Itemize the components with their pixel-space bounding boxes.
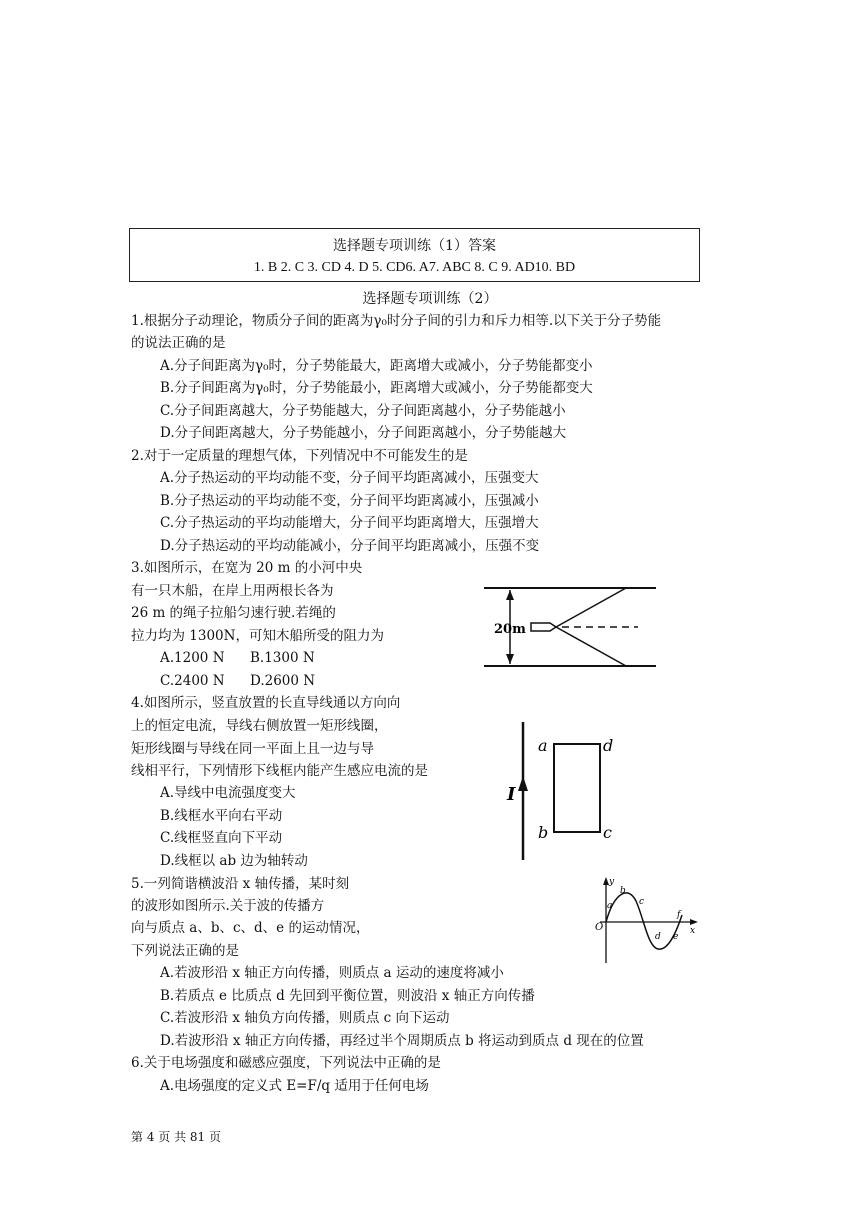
- q4-stem-line3: 矩形线圈与导线在同一平面上且一边与导: [131, 741, 374, 757]
- q3-stem-line2: 有一只木船，在岸上用两根长各为: [131, 583, 334, 599]
- q3-option-c: C.2400 N: [160, 673, 225, 689]
- q5-option-a: A.若波形沿 x 轴正方向传播，则质点 a 运动的速度将减小: [160, 965, 504, 981]
- q2-option-d: D.分子热运动的平均动能减小，分子间平均距离减小，压强不变: [160, 538, 540, 554]
- corner-b-label: b: [538, 823, 549, 842]
- q2-option-b: B.分子热运动的平均动能不变，分子间平均距离减小，压强减小: [160, 493, 539, 509]
- q5-option-c: C.若波形沿 x 轴负方向传播，则质点 c 向下运动: [160, 1010, 450, 1026]
- q3-option-a: A.1200 N: [160, 650, 225, 666]
- q1-stem-line2: 的说法正确的是: [131, 335, 226, 351]
- river-width-label: 20m: [494, 622, 526, 637]
- corner-c-label: c: [603, 823, 612, 842]
- q2-option-c: C.分子热运动的平均动能增大，分子间平均距离增大，压强增大: [160, 515, 539, 531]
- corner-d-label: d: [603, 736, 614, 755]
- point-b-label: b: [620, 886, 626, 896]
- point-c-label: c: [639, 897, 645, 907]
- axis-x-label: x: [690, 926, 696, 936]
- q5-option-d: D.若波形沿 x 轴正方向传播，再经过半个周期质点 b 将运动到质点 d 现在的位置: [160, 1033, 644, 1049]
- q3-option-b: B.1300 N: [250, 650, 315, 666]
- current-label: I: [507, 784, 516, 805]
- page-footer: 第 4 页 共 81 页: [131, 1130, 221, 1144]
- q3-stem-line4: 拉力均为 1300N，可知木船所受的阻力为: [131, 628, 384, 644]
- axis-y-label: y: [609, 877, 615, 887]
- corner-a-label: a: [538, 736, 548, 755]
- q4-option-a: A.导线中电流强度变大: [160, 785, 296, 801]
- wire-loop-figure: [500, 718, 630, 863]
- q4-stem-line4: 线相平行，下列情形下线框内能产生感应电流的是: [131, 763, 428, 779]
- wave-figure: [592, 875, 700, 967]
- q5-stem-line4: 下列说法正确的是: [131, 943, 239, 959]
- q3-option-d: D.2600 N: [250, 673, 316, 689]
- q1-option-c: C.分子间距离越大，分子势能越大，分子间距离越小，分子势能越小: [160, 403, 566, 419]
- point-d-label: d: [655, 932, 661, 942]
- q5-option-b: B.若质点 e 比质点 d 先回到平衡位置，则波沿 x 轴正方向传播: [160, 988, 535, 1004]
- point-f-label: f: [677, 910, 681, 920]
- q1-option-a: A.分子间距离为γ₀时，分子势能最大，距离增大或减小，分子势能都变小: [160, 358, 593, 374]
- answer-list: 1. B 2. C 3. CD 4. D 5. CD6. A7. ABC 8. C 9. AD10. BD: [253, 260, 576, 275]
- q1-option-b: B.分子间距离为γ₀时，分子势能最小，距离增大或减小，分子势能都变大: [160, 380, 593, 396]
- origin-label: O: [595, 922, 604, 933]
- q4-stem-line1: 4.如图所示，竖直放置的长直导线通以方向向: [131, 695, 401, 711]
- q4-option-c: C.线框竖直向下平动: [160, 830, 283, 846]
- q6-option-a: A.电场强度的定义式 E=F/q 适用于任何电场: [160, 1078, 429, 1094]
- q5-stem-line2: 的波形如图所示.关于波的传播方: [131, 898, 325, 914]
- q4-option-d: D.线框以 ab 边为轴转动: [160, 853, 308, 869]
- q1-option-d: D.分子间距离越大，分子势能越小，分子间距离越小，分子势能越大: [160, 425, 567, 441]
- section-title: 选择题专项训练（2）: [362, 291, 498, 307]
- q6-stem: 6.关于电场强度和磁感应强度，下列说法中正确的是: [131, 1055, 441, 1071]
- q2-option-a: A.分子热运动的平均动能不变，分子间平均距离减小，压强变大: [160, 470, 539, 486]
- q4-option-b: B.线框水平向右平动: [160, 808, 283, 824]
- q5-stem-line1: 5.一列简谐横波沿 x 轴传播，某时刻: [131, 876, 350, 892]
- q4-stem-line2: 上的恒定电流，导线右侧放置一矩形线圈，: [131, 718, 388, 734]
- q2-stem: 2.对于一定质量的理想气体，下列情况中不可能发生的是: [131, 448, 468, 464]
- river-boat-figure: [480, 580, 660, 672]
- point-a-label: a: [607, 901, 613, 911]
- q1-stem-line1: 1.根据分子动理论，物质分子间的距离为γ₀时分子间的引力和斥力相等.以下关于分子势能: [131, 313, 662, 329]
- q5-stem-line3: 向与质点 a、b、c、d、e 的运动情况，: [131, 920, 370, 936]
- answer-box: [129, 228, 700, 282]
- q3-stem-line1: 3.如图所示，在宽为 20 m 的小河中央: [131, 560, 363, 576]
- q3-stem-line3: 26 m 的绳子拉船匀速行驶.若绳的: [131, 605, 336, 621]
- point-e-label: e: [673, 932, 679, 942]
- answer-box-title: 选择题专项训练（1）答案: [333, 238, 496, 254]
